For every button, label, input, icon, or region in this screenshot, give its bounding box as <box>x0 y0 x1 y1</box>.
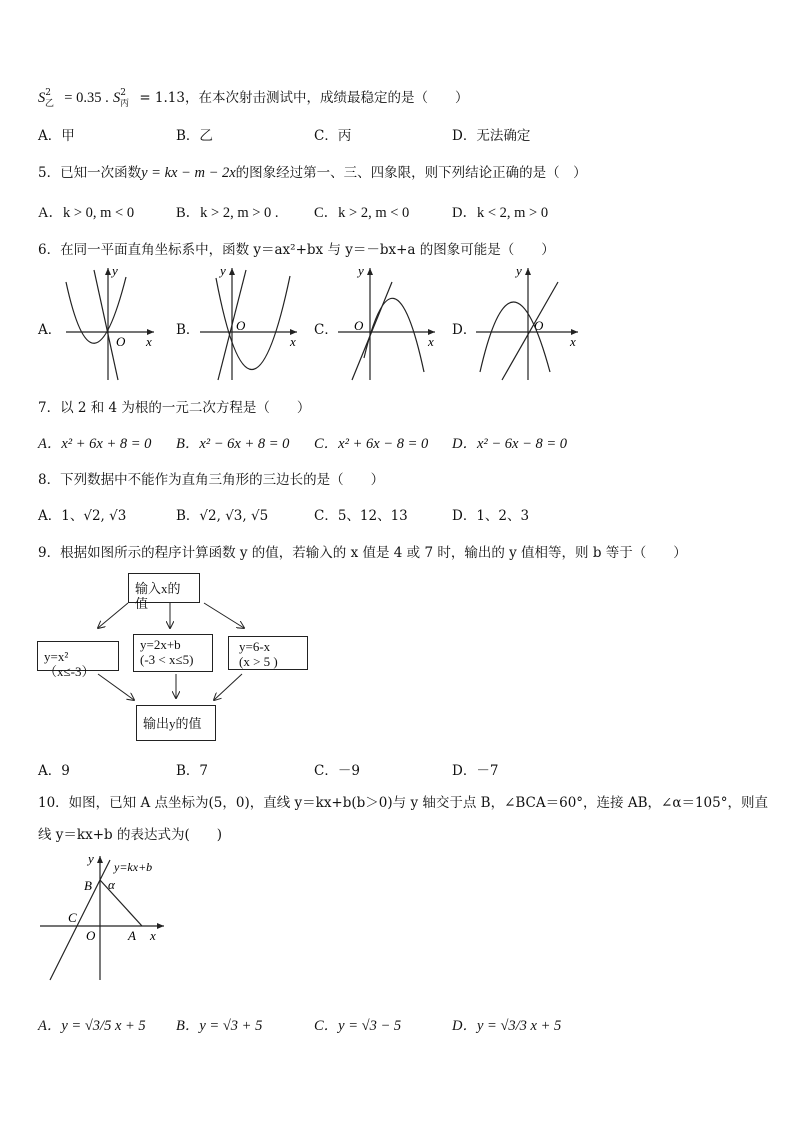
q5-stem: 5．已知一次函数y = kx − m − 2x的图象经过第一、三、四象限，则下列结论正确的是（ ） <box>38 165 587 181</box>
q5-option-a[interactable]: A．k > 0, m < 0 <box>38 205 135 221</box>
q8-option-d[interactable]: D．1、2、3 <box>452 508 530 524</box>
axis-x-label: x <box>428 334 434 349</box>
q9-option-d[interactable]: D．－7 <box>452 763 499 779</box>
q10-option-a[interactable]: A．y = √3/5 x + 5 <box>38 1018 146 1034</box>
q5-option-c[interactable]: C．k > 2, m < 0 <box>314 205 410 221</box>
axis-y-label: y <box>220 263 226 278</box>
variance-symbol: S <box>113 90 121 106</box>
variance-value: = 0.35 . <box>64 90 109 106</box>
q7-option-a[interactable]: A．x² + 6x + 8 = 0 <box>38 436 152 452</box>
q4-question-text: = 1.13，在本次射击测试中，成绩最稳定的是（ ） <box>139 90 469 106</box>
q9-option-b[interactable]: B．7 <box>176 763 209 779</box>
axis-x-label: x <box>290 334 296 349</box>
axis-y-label: y <box>516 263 522 278</box>
fig-point-a: A <box>128 928 136 943</box>
flow-right-box: y=6-x (x > 5 ) <box>228 636 308 670</box>
fig-line-label: y=kx+b <box>114 860 153 874</box>
origin-label: O <box>534 318 544 333</box>
q6-label-b[interactable]: B． <box>176 322 200 338</box>
fig-origin: O <box>86 928 96 943</box>
q4-stem: $S_{^2乙} = 0.35$ . $S_{^2丙} = 1.13$，在本次射击测试中，成绩最稳定的是（ ） <box>38 87 469 109</box>
q10-option-d[interactable]: D．y = √3/3 x + 5 <box>452 1018 562 1034</box>
q8-option-a[interactable]: A．1、√2, √3 <box>38 508 127 524</box>
fig-angle-alpha: α <box>108 877 115 892</box>
q8-stem: 8．下列数据中不能作为直角三角形的三边长的是（ ） <box>38 472 385 488</box>
q5-formula: y = kx − m − 2x <box>141 165 236 181</box>
fig-point-c: C <box>68 910 77 925</box>
q7-option-c[interactable]: C．x² + 6x − 8 = 0 <box>314 436 429 452</box>
q6-label-a[interactable]: A． <box>38 322 62 338</box>
q9-stem: 9．根据如图所示的程序计算函数 y 的值，若输入的 x 值是 4 或 7 时，输出的 y 值相等，则 b 等于（ ） <box>38 545 687 561</box>
q10-figure <box>36 850 176 985</box>
origin-label: O <box>116 334 126 349</box>
axis-x-label: x <box>570 334 576 349</box>
q5-option-d[interactable]: D．k < 2, m > 0 <box>452 205 549 221</box>
q5-option-b[interactable]: B．k > 2, m > 0 . <box>176 205 279 221</box>
q6-label-c[interactable]: C． <box>314 322 338 338</box>
q6-graph-c <box>334 262 439 384</box>
q10-option-c[interactable]: C．y = √3 − 5 <box>314 1018 402 1034</box>
q8-option-b[interactable]: B．√2, √3, √5 <box>176 508 269 524</box>
q7-option-d[interactable]: D．x² − 6x − 8 = 0 <box>452 436 568 452</box>
q4-option-b[interactable]: B．乙 <box>176 128 213 144</box>
q4-option-d[interactable]: D．无法确定 <box>452 128 531 144</box>
flow-left-box: y=x² （x≤-3） <box>37 641 119 671</box>
axis-y-label: y <box>112 263 118 278</box>
fig-point-b: B <box>84 878 92 893</box>
origin-label: O <box>354 318 364 333</box>
fig-y-label: y <box>88 851 94 866</box>
q6-graph-a <box>58 262 158 384</box>
q4-option-a[interactable]: A．甲 <box>38 128 75 144</box>
q9-option-a[interactable]: A．9 <box>38 763 70 779</box>
fig-x-label: x <box>150 928 156 943</box>
flow-output-box: 输出y的值 <box>136 705 216 741</box>
q7-stem: 7．以 2 和 4 为根的一元二次方程是（ ） <box>38 400 311 416</box>
axis-y-label: y <box>358 263 364 278</box>
q10-stem-2: 线 y＝kx+b 的表达式为( ) <box>38 827 222 843</box>
q6-graph-d <box>472 262 582 384</box>
q8-option-c[interactable]: C．5、12、13 <box>314 508 408 524</box>
q6-label-d[interactable]: D． <box>452 322 477 338</box>
q9-option-c[interactable]: C．－9 <box>314 763 360 779</box>
variance-symbol: S <box>38 90 46 106</box>
q6-graph-b <box>196 262 301 384</box>
q10-option-b[interactable]: B．y = √3 + 5 <box>176 1018 263 1034</box>
q10-stem-1: 10．如图，已知 A 点坐标为(5，0)，直线 y＝kx+b(b＞0)与 y 轴交于点 B，∠BCA＝60°，连接 AB，∠α＝105°，则直 <box>38 795 768 811</box>
q4-option-c[interactable]: C．丙 <box>314 128 352 144</box>
flow-mid-box: y=2x+b (-3 < x≤5) <box>133 634 213 672</box>
axis-x-label: x <box>146 334 152 349</box>
q6-stem: 6．在同一平面直角坐标系中，函数 y＝ax²+bx 与 y＝－bx+a 的图象可能是（ ） <box>38 242 555 258</box>
q7-option-b[interactable]: B．x² − 6x + 8 = 0 <box>176 436 290 452</box>
flow-input-box: 输入x的值 <box>128 573 200 603</box>
origin-label: O <box>236 318 246 333</box>
